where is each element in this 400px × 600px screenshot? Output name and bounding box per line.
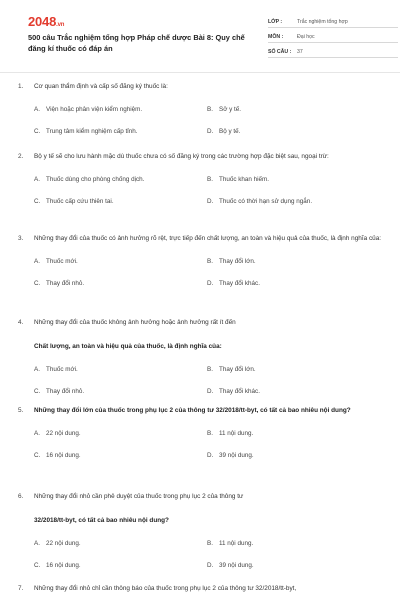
header-divider	[0, 72, 400, 73]
meta-value: Đại học	[297, 34, 315, 40]
question-text: Cơ quan thẩm định và cấp số đăng ký thuốc là:	[34, 83, 168, 90]
option-c[interactable]	[34, 561, 207, 570]
option-letter: B.	[207, 430, 213, 437]
option-d[interactable]	[207, 197, 384, 206]
option-text: 16 nội dung.	[46, 562, 81, 569]
option-letter: D.	[207, 388, 214, 395]
option-a[interactable]	[34, 365, 207, 374]
logo-tld: .vn	[56, 22, 65, 28]
question-number: 4.	[18, 319, 24, 326]
option-b[interactable]	[207, 539, 384, 548]
option-letter: D.	[207, 562, 214, 569]
question-stem	[18, 584, 384, 594]
option-text: Thuốc khan hiếm.	[219, 176, 270, 183]
option-letter: C.	[34, 198, 41, 205]
option-d[interactable]	[207, 561, 384, 570]
option-c[interactable]	[34, 127, 207, 136]
question-text: Bộ y tế sẽ cho lưu hành mặc dù thuốc chưa có số đăng ký trong các trường hợp đặc biệt sau, ngoại trừ:	[34, 153, 329, 160]
meta-key: LỚP :	[268, 19, 283, 25]
option-letter: B.	[207, 258, 213, 265]
option-a[interactable]	[34, 257, 207, 266]
option-text: Thay đổi khác.	[219, 280, 260, 287]
option-d[interactable]	[207, 451, 384, 460]
question-item	[18, 584, 384, 594]
option-d[interactable]	[207, 279, 384, 288]
option-letter: B.	[207, 176, 213, 183]
option-text: Thuốc mới.	[46, 366, 78, 373]
option-b[interactable]	[207, 257, 384, 266]
option-text: 16 nội dung.	[46, 452, 81, 459]
meta-row-count	[268, 43, 398, 58]
option-text: Sở y tế.	[219, 106, 241, 113]
question-number: 5.	[18, 407, 24, 414]
option-letter: B.	[207, 540, 213, 547]
question-item	[18, 234, 384, 288]
question-number: 7.	[18, 585, 24, 592]
question-item	[18, 318, 384, 396]
option-letter: D.	[207, 452, 214, 459]
document-header	[14, 0, 386, 68]
option-letter: C.	[34, 388, 41, 395]
option-text: Thay đổi nhỏ.	[46, 280, 85, 287]
question-number: 6.	[18, 493, 24, 500]
option-grid	[18, 175, 384, 206]
option-letter: C.	[34, 280, 41, 287]
question-text: Những thay đổi của thuốc có ảnh hưởng rõ rệt, trực tiếp đến chất lượng, an toàn và hiệu quả của thuốc, là định nghĩa của:	[34, 235, 382, 242]
option-b[interactable]	[207, 429, 384, 438]
meta-table	[268, 13, 398, 58]
question-text-continued: Chất lượng, an toàn và hiệu quả của thuốc, là định nghĩa của:	[34, 343, 222, 350]
option-text: Thuốc mới.	[46, 258, 78, 265]
option-text: 11 nội dung.	[219, 430, 254, 437]
option-c[interactable]	[34, 387, 207, 396]
question-stem	[18, 152, 384, 162]
question-number: 3.	[18, 235, 24, 242]
option-a[interactable]	[34, 105, 207, 114]
meta-row-class	[268, 13, 398, 28]
meta-key: SỐ CÂU :	[268, 49, 292, 55]
option-text: Thay đổi nhỏ.	[46, 388, 85, 395]
question-text: Những thay đổi lớn của thuốc trong phụ lục 2 của thông tư 32/2018/tt-byt, có tất cả bao nhiêu nội dung?	[34, 407, 351, 414]
option-letter: A.	[34, 430, 40, 437]
question-stem	[18, 406, 384, 416]
option-c[interactable]	[34, 279, 207, 288]
option-letter: A.	[34, 176, 40, 183]
option-text: Bộ y tế.	[219, 128, 241, 135]
option-letter: A.	[34, 540, 40, 547]
question-item	[18, 492, 384, 570]
logo-text: 2048	[28, 14, 57, 29]
option-text: Thay đổi khác.	[219, 388, 260, 395]
option-letter: A.	[34, 106, 40, 113]
option-text: Thuốc có thời hạn sử dụng ngắn.	[219, 198, 313, 205]
question-text: Những thay đổi nhỏ cần phê duyệt của thuốc trong phụ lục 2 của thông tư	[34, 493, 244, 500]
option-letter: C.	[34, 452, 41, 459]
option-text: Thay đổi lớn.	[219, 366, 256, 373]
option-text: Viện hoặc phân viện kiểm nghiệm.	[46, 106, 143, 113]
option-d[interactable]	[207, 387, 384, 396]
option-letter: B.	[207, 366, 213, 373]
option-c[interactable]	[34, 451, 207, 460]
option-a[interactable]	[34, 539, 207, 548]
option-c[interactable]	[34, 197, 207, 206]
question-stem	[18, 492, 384, 502]
document-title: 500 câu Trắc nghiệm tổng hợp Pháp chế dược Bài 8: Quy chế đăng kí thuốc có đáp án	[28, 33, 245, 53]
option-a[interactable]	[34, 175, 207, 184]
option-grid	[18, 365, 384, 396]
question-text: Những thay đổi của thuốc không ảnh hưởng hoặc ảnh hưởng rất ít đến	[34, 319, 236, 326]
option-d[interactable]	[207, 127, 384, 136]
option-letter: C.	[34, 562, 41, 569]
question-text: Những thay đổi nhỏ chỉ cần thông báo của thuốc trong phụ lục 2 của thông tư 32/2018/tt-byt,	[34, 585, 297, 592]
option-text: 22 nội dung.	[46, 430, 81, 437]
option-text: 22 nội dung.	[46, 540, 81, 547]
option-b[interactable]	[207, 365, 384, 374]
option-letter: A.	[34, 366, 40, 373]
meta-value: 37	[297, 49, 303, 55]
question-item	[18, 406, 384, 460]
option-a[interactable]	[34, 429, 207, 438]
question-stem	[18, 234, 384, 244]
option-grid	[18, 257, 384, 288]
meta-row-subject	[268, 28, 398, 43]
option-letter: B.	[207, 106, 213, 113]
option-b[interactable]	[207, 175, 384, 184]
question-item	[18, 82, 384, 136]
option-text: Thuốc dùng cho phòng chống dịch.	[46, 176, 145, 183]
option-text: 39 nội dung.	[219, 562, 254, 569]
question-text-continued: 32/2018/tt-byt, có tất cả bao nhiêu nội dung?	[34, 517, 169, 524]
question-number: 1.	[18, 83, 24, 90]
option-text: Thuốc cấp cứu thiên tai.	[46, 198, 114, 205]
option-text: Thay đổi lớn.	[219, 258, 256, 265]
option-letter: A.	[34, 258, 40, 265]
option-text: 11 nội dung.	[219, 540, 254, 547]
option-grid	[18, 429, 384, 460]
option-letter: D.	[207, 128, 214, 135]
site-logo[interactable]	[28, 14, 64, 29]
option-b[interactable]	[207, 105, 384, 114]
option-text: Trung tâm kiểm nghiệm cấp tỉnh.	[46, 128, 138, 135]
option-letter: D.	[207, 198, 214, 205]
option-letter: D.	[207, 280, 214, 287]
option-grid	[18, 105, 384, 136]
option-grid	[18, 539, 384, 570]
question-number: 2.	[18, 153, 24, 160]
option-letter: C.	[34, 128, 41, 135]
meta-key: MÔN :	[268, 34, 284, 40]
question-stem	[18, 82, 384, 92]
question-item	[18, 152, 384, 206]
question-stem	[18, 318, 384, 328]
option-text: 39 nội dung.	[219, 452, 254, 459]
meta-value: Trắc nghiệm tổng hợp	[297, 19, 348, 25]
